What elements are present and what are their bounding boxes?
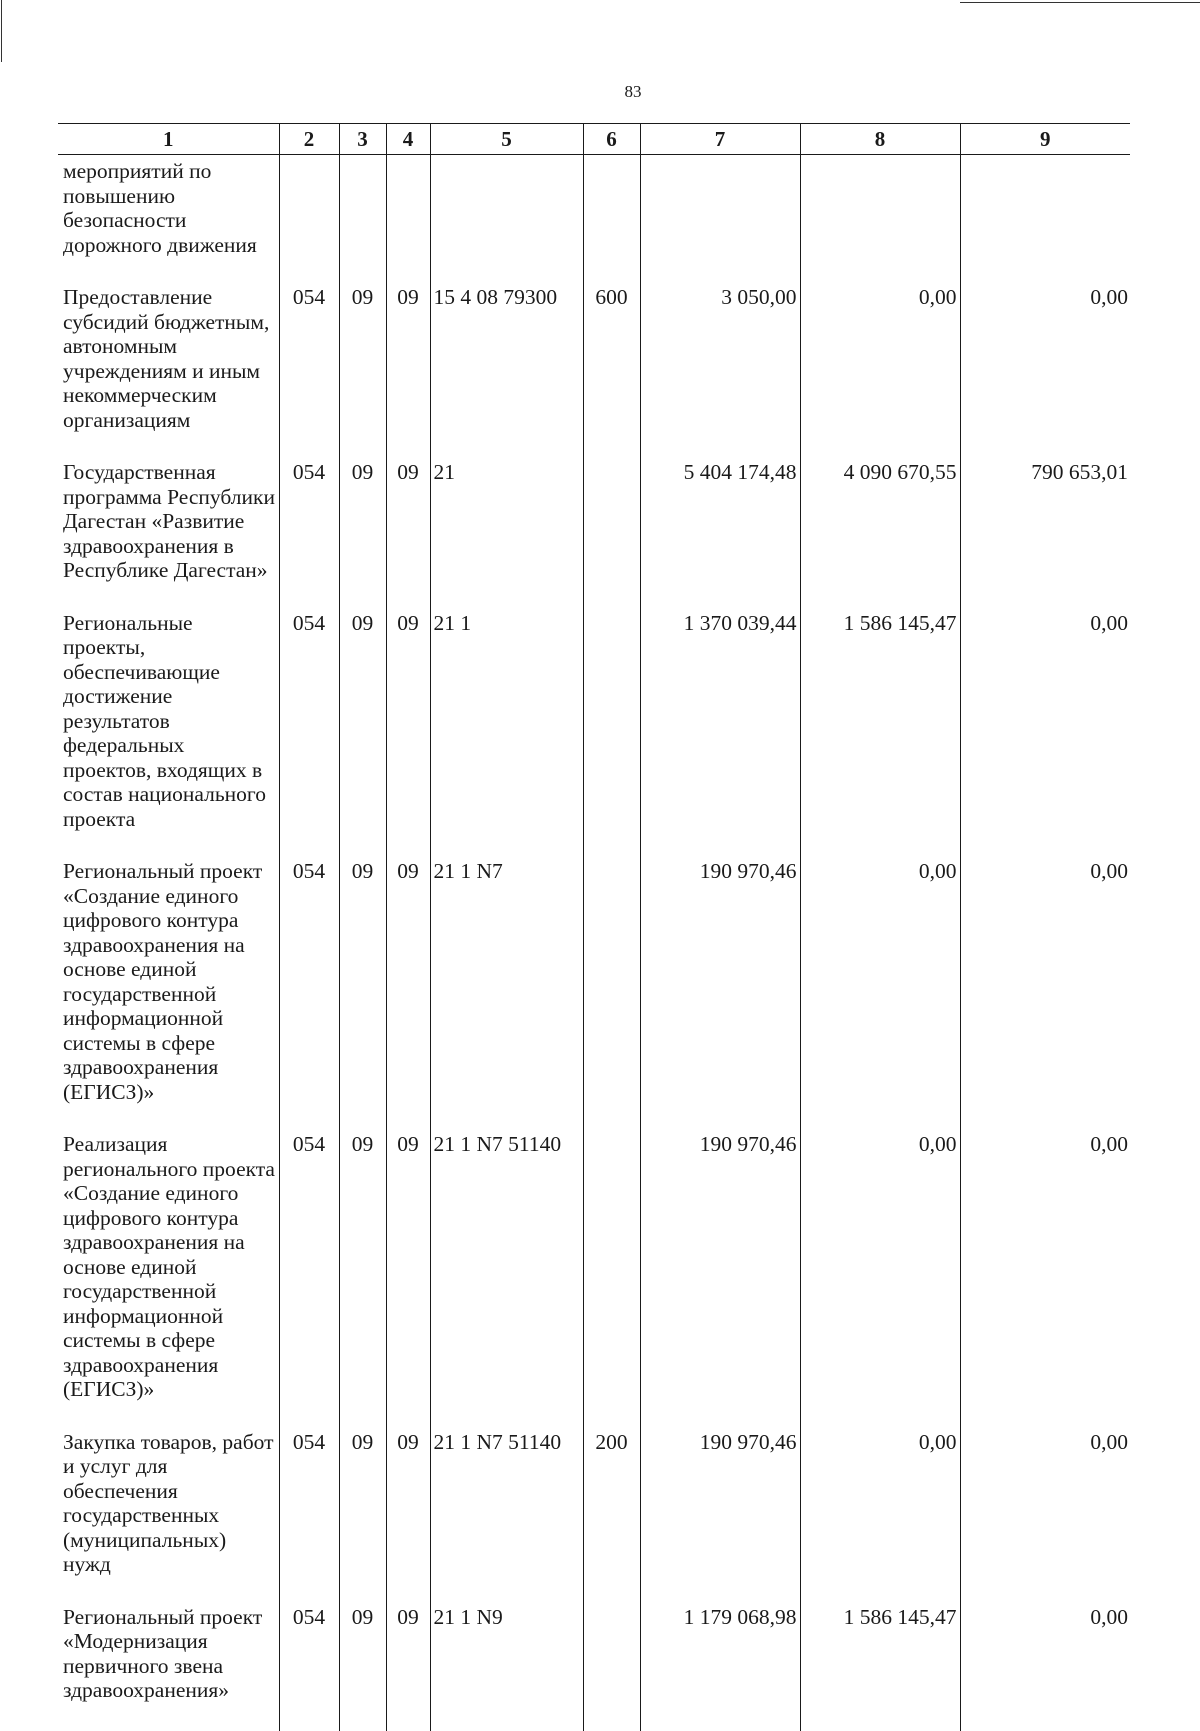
cell-ministry-code: 054 (279, 859, 339, 1132)
budget-table (58, 123, 1130, 1731)
cell-target-article: 21 1 N9 (430, 1605, 583, 1731)
cell-amount-col9: 0,00 (960, 1132, 1130, 1430)
cell-section: 09 (339, 859, 386, 1132)
cell-ministry-code: 054 (279, 460, 339, 611)
cell-subsection: 09 (386, 285, 430, 460)
cell-amount-col7: 190 970,46 (640, 1132, 800, 1430)
table-row (58, 1430, 1130, 1605)
top-edge-rule (960, 2, 1200, 3)
column-header: 2 (279, 124, 339, 155)
cell-amount-col7: 190 970,46 (640, 1430, 800, 1605)
cell-ministry-code: 054 (279, 285, 339, 460)
cell-ministry-code: 054 (279, 1605, 339, 1731)
row-description: Предоставление субсидий бюджетным, автономным учреждениям и иным некоммерческим организациям (58, 285, 279, 460)
cell-section: 09 (339, 1132, 386, 1430)
cell-target-article: 15 4 08 79300 (430, 285, 583, 460)
cell-amount-col9: 0,00 (960, 1605, 1130, 1731)
left-edge-mark (1, 0, 2, 62)
table-row (58, 1132, 1130, 1430)
cell-ministry-code: 054 (279, 1132, 339, 1430)
cell-target-article: 21 (430, 460, 583, 611)
cell-amount-col8: 4 090 670,55 (800, 460, 960, 611)
row-description: Государственная программа Республики Дагестан «Развитие здравоохранения в Республике Дагестан» (58, 460, 279, 611)
table-row (58, 859, 1130, 1132)
cell-subsection (386, 155, 430, 286)
cell-target-article: 21 1 N7 51140 (430, 1430, 583, 1605)
cell-target-article: 21 1 N7 51140 (430, 1132, 583, 1430)
cell-amount-col9: 790 653,01 (960, 460, 1130, 611)
cell-amount-col9 (960, 155, 1130, 286)
cell-amount-col7: 1 179 068,98 (640, 1605, 800, 1731)
column-header: 4 (386, 124, 430, 155)
cell-target-article: 21 1 (430, 611, 583, 860)
cell-subsection: 09 (386, 1430, 430, 1605)
column-header: 8 (800, 124, 960, 155)
cell-amount-col7: 190 970,46 (640, 859, 800, 1132)
cell-amount-col9: 0,00 (960, 611, 1130, 860)
cell-amount-col8: 0,00 (800, 1132, 960, 1430)
cell-section: 09 (339, 1605, 386, 1731)
cell-subsection: 09 (386, 460, 430, 611)
cell-subsection: 09 (386, 611, 430, 860)
cell-ministry-code: 054 (279, 611, 339, 860)
table-header-row (58, 124, 1130, 155)
cell-target-article: 21 1 N7 (430, 859, 583, 1132)
cell-expense-type (583, 859, 640, 1132)
row-description: Региональные проекты, обеспечивающие достижение результатов федеральных проектов, входящих в состав национального проекта (58, 611, 279, 860)
cell-amount-col8: 1 586 145,47 (800, 611, 960, 860)
cell-amount-col7: 3 050,00 (640, 285, 800, 460)
row-description: Закупка товаров, работ и услуг для обеспечения государственных (муниципальных) нужд (58, 1430, 279, 1605)
row-description: Региональный проект «Создание единого цифрового контура здравоохранения на основе единой государственной информационной системы в сфере здравоохранения (ЕГИСЗ)» (58, 859, 279, 1132)
cell-subsection: 09 (386, 1132, 430, 1430)
cell-amount-col7: 5 404 174,48 (640, 460, 800, 611)
table-row (58, 155, 1130, 286)
cell-target-article (430, 155, 583, 286)
cell-subsection: 09 (386, 859, 430, 1132)
table-row (58, 285, 1130, 460)
column-header: 3 (339, 124, 386, 155)
cell-subsection: 09 (386, 1605, 430, 1731)
table-row (58, 1605, 1130, 1731)
cell-expense-type (583, 1132, 640, 1430)
table-row (58, 611, 1130, 860)
cell-section: 09 (339, 1430, 386, 1605)
cell-amount-col8: 1 586 145,47 (800, 1605, 960, 1731)
cell-section: 09 (339, 285, 386, 460)
cell-ministry-code: 054 (279, 1430, 339, 1605)
cell-expense-type (583, 611, 640, 860)
row-description: мероприятий по повышению безопасности дорожного движения (58, 155, 279, 286)
cell-amount-col9: 0,00 (960, 1430, 1130, 1605)
cell-amount-col8: 0,00 (800, 859, 960, 1132)
cell-amount-col9: 0,00 (960, 285, 1130, 460)
table-row (58, 460, 1130, 611)
column-header: 1 (58, 124, 279, 155)
cell-ministry-code (279, 155, 339, 286)
cell-expense-type: 200 (583, 1430, 640, 1605)
column-header: 9 (960, 124, 1130, 155)
cell-expense-type (583, 1605, 640, 1731)
cell-amount-col8: 0,00 (800, 285, 960, 460)
column-header: 5 (430, 124, 583, 155)
column-header: 6 (583, 124, 640, 155)
cell-expense-type: 600 (583, 285, 640, 460)
cell-amount-col8 (800, 155, 960, 286)
row-description: Региональный проект «Модернизация первичного звена здравоохранения» (58, 1605, 279, 1731)
cell-amount-col7: 1 370 039,44 (640, 611, 800, 860)
cell-amount-col7 (640, 155, 800, 286)
cell-amount-col9: 0,00 (960, 859, 1130, 1132)
row-description: Реализация регионального проекта «Создание единого цифрового контура здравоохранения на основе единой государственной информационной системы в сфере здравоохранения (ЕГИСЗ)» (58, 1132, 279, 1430)
cell-section: 09 (339, 611, 386, 860)
cell-section (339, 155, 386, 286)
cell-amount-col8: 0,00 (800, 1430, 960, 1605)
page-number: 83 (624, 82, 642, 101)
column-header: 7 (640, 124, 800, 155)
cell-section: 09 (339, 460, 386, 611)
cell-expense-type (583, 155, 640, 286)
cell-expense-type (583, 460, 640, 611)
